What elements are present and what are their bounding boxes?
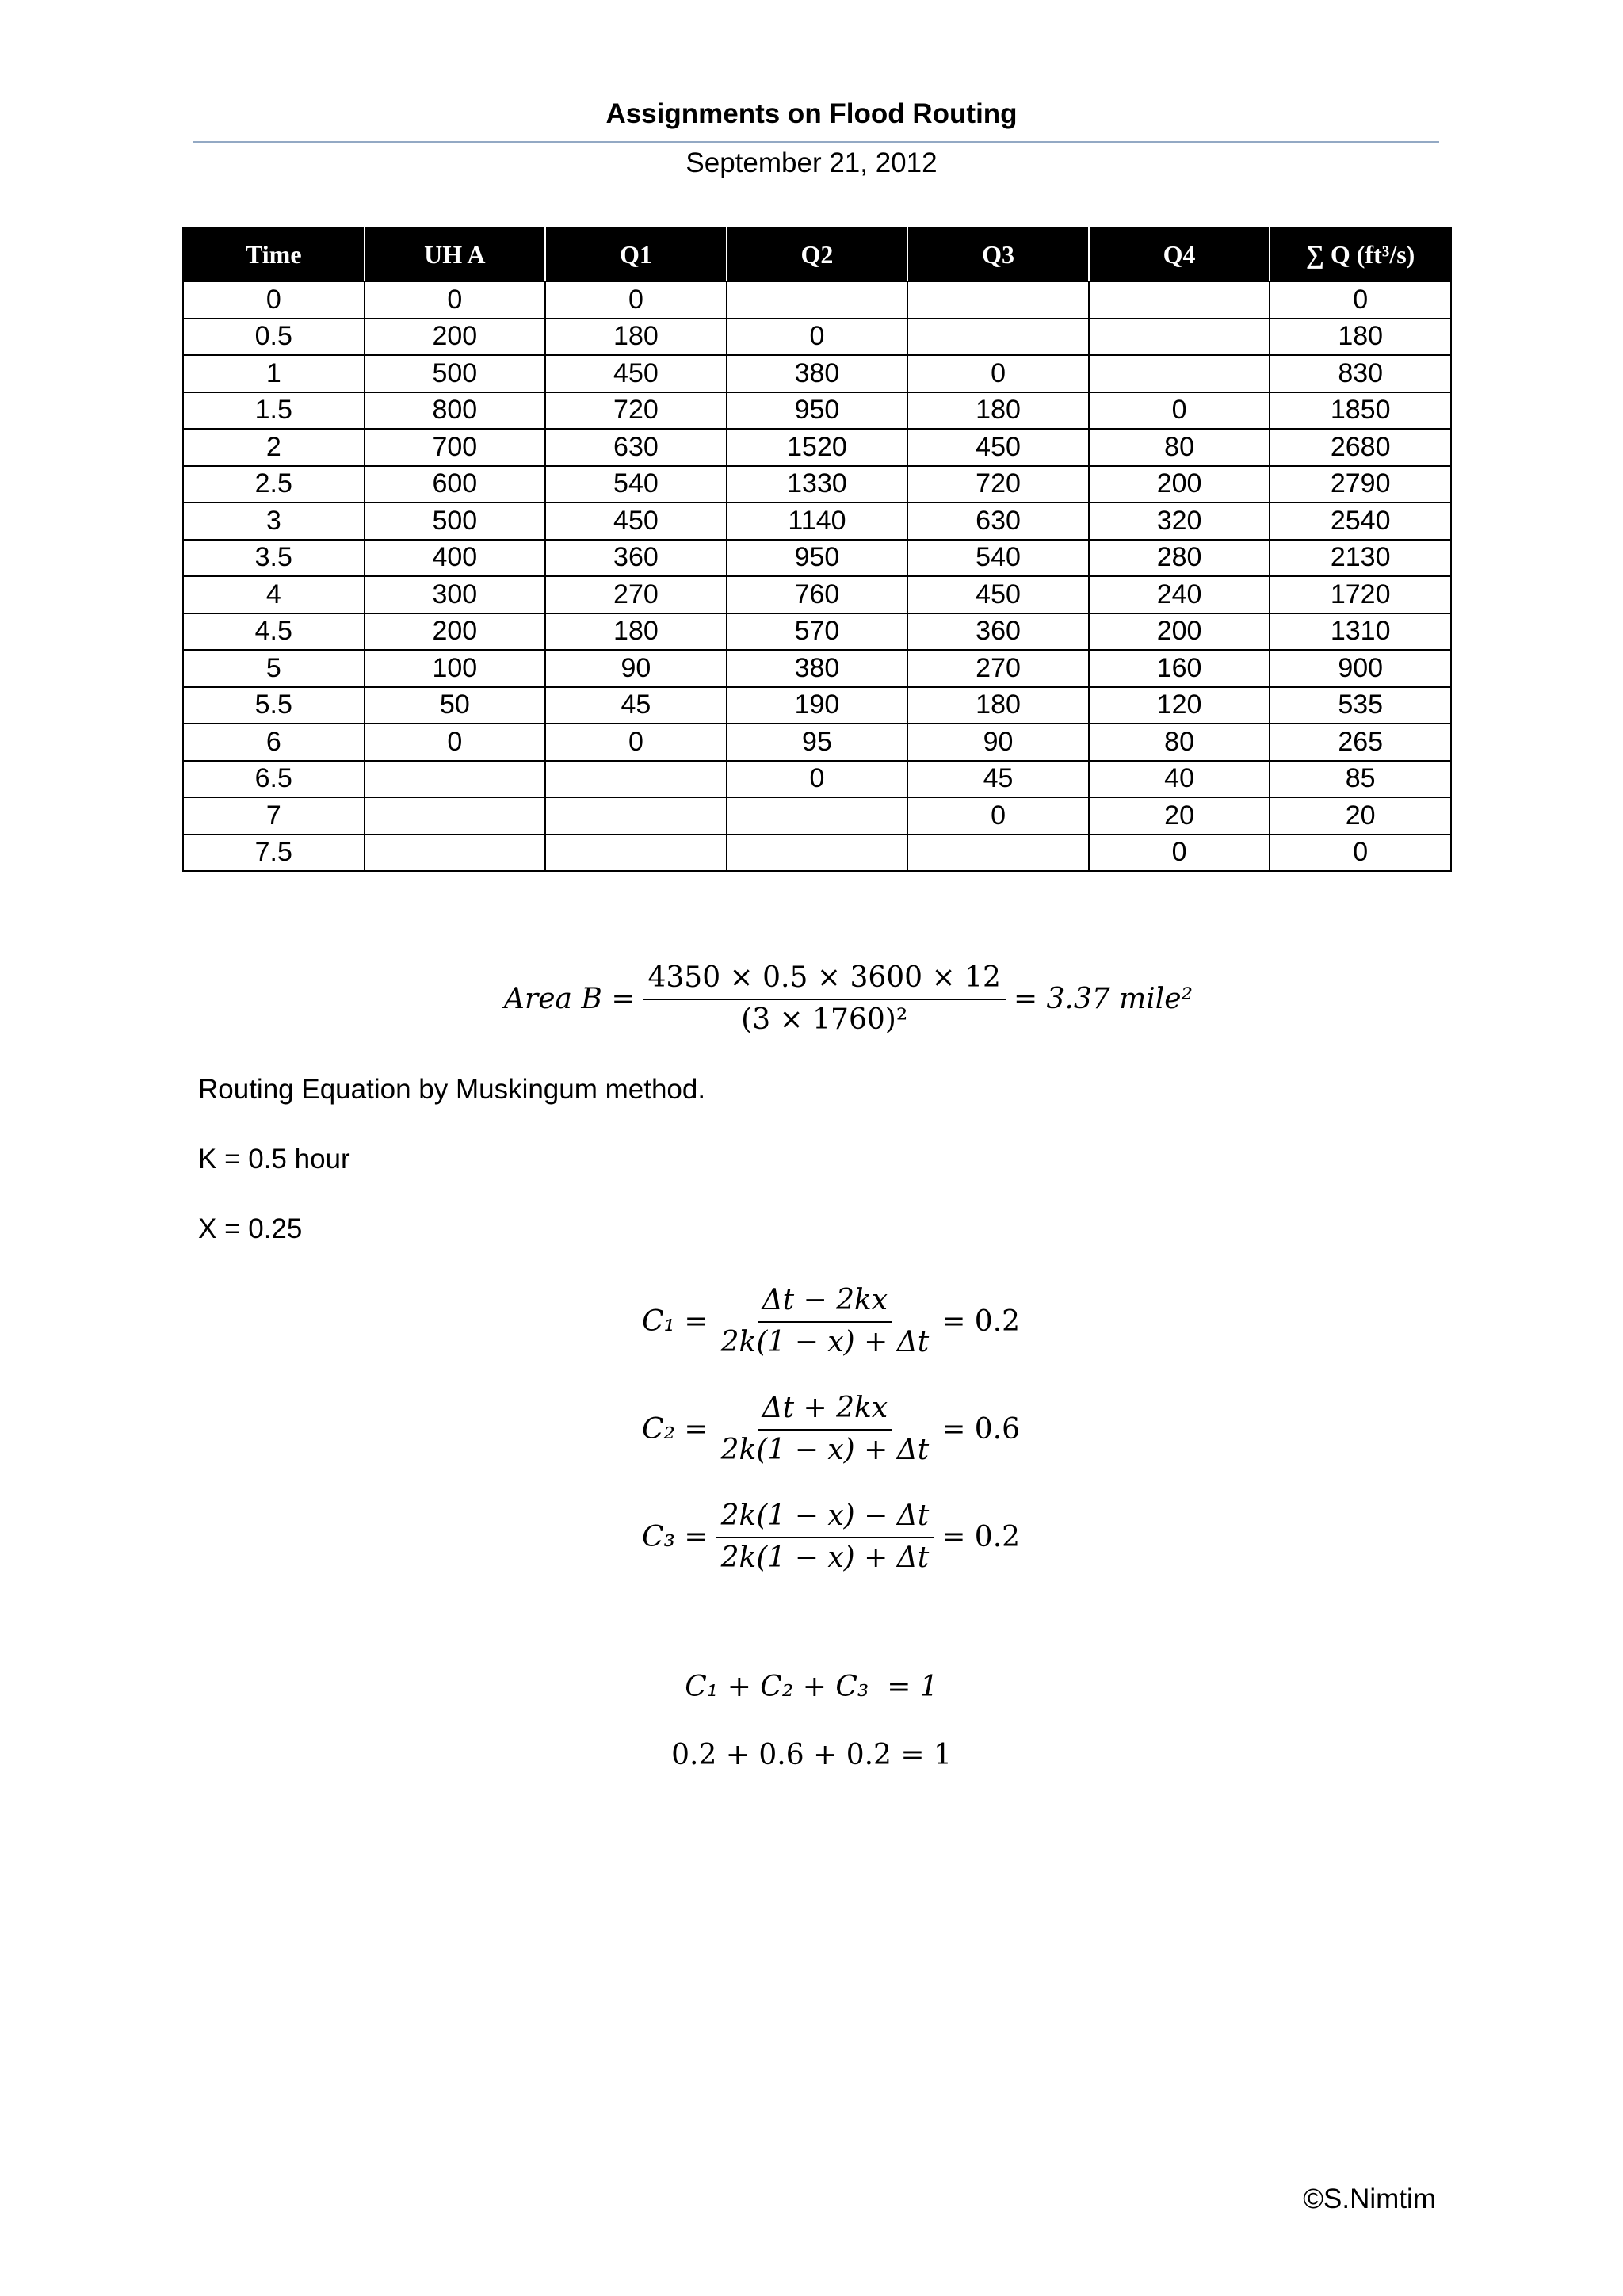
table-row bbox=[183, 319, 1451, 356]
table-cell: 1850 bbox=[1270, 392, 1451, 430]
table-cell: 4 bbox=[183, 576, 365, 613]
table-cell: 2.5 bbox=[183, 466, 365, 503]
table-cell: 760 bbox=[727, 576, 908, 613]
column-header-5: Q4 bbox=[1089, 227, 1270, 281]
table-header-row bbox=[183, 227, 1451, 281]
table-cell: 200 bbox=[365, 319, 546, 356]
table-cell: 300 bbox=[365, 576, 546, 613]
table-cell: 0 bbox=[365, 281, 546, 319]
table-cell: 320 bbox=[1089, 502, 1270, 540]
table-cell: 3 bbox=[183, 502, 365, 540]
c3-lhs: C₃ = bbox=[642, 1520, 708, 1553]
area-fraction bbox=[643, 961, 1005, 1036]
table-cell: 0 bbox=[727, 761, 908, 798]
table-cell: 0 bbox=[545, 281, 727, 319]
table-cell: 0 bbox=[365, 724, 546, 761]
table-cell: 180 bbox=[907, 687, 1089, 724]
sum-symbolic: C₁ + C₂ + C₃ = 1 bbox=[685, 1671, 938, 1703]
table-cell bbox=[365, 797, 546, 835]
c2-fraction bbox=[716, 1392, 934, 1466]
table-cell: 2130 bbox=[1270, 540, 1451, 577]
table-cell: 45 bbox=[545, 687, 727, 724]
table-cell: 0 bbox=[545, 724, 727, 761]
table-cell: 6.5 bbox=[183, 761, 365, 798]
c3-numerator: 2k(1 − x) − Δt bbox=[716, 1499, 934, 1538]
table-cell: 1310 bbox=[1270, 613, 1451, 651]
c2-lhs: C₂ = bbox=[642, 1412, 708, 1446]
column-header-0: Time bbox=[183, 227, 365, 281]
table-cell: 180 bbox=[907, 392, 1089, 430]
table-cell: 2 bbox=[183, 429, 365, 466]
table-cell bbox=[727, 797, 908, 835]
c1-denominator: 2k(1 − x) + Δt bbox=[720, 1326, 930, 1358]
table-row bbox=[183, 613, 1451, 651]
table-cell: 280 bbox=[1089, 540, 1270, 577]
table-cell: 540 bbox=[545, 466, 727, 503]
area-equation bbox=[504, 955, 1193, 1042]
c3-fraction bbox=[716, 1499, 934, 1574]
table-cell: 630 bbox=[545, 429, 727, 466]
table-cell: 190 bbox=[727, 687, 908, 724]
table-cell: 270 bbox=[545, 576, 727, 613]
table-cell: 1720 bbox=[1270, 576, 1451, 613]
table-cell: 120 bbox=[1089, 687, 1270, 724]
table-cell: 180 bbox=[1270, 319, 1451, 356]
table-cell: 450 bbox=[907, 576, 1089, 613]
table-cell: 0 bbox=[1089, 392, 1270, 430]
table-cell: 720 bbox=[907, 466, 1089, 503]
column-header-2: Q1 bbox=[545, 227, 727, 281]
table-cell: 4.5 bbox=[183, 613, 365, 651]
coefficient-c2 bbox=[642, 1385, 1020, 1473]
table-cell: 0 bbox=[907, 797, 1089, 835]
title-divider bbox=[193, 141, 1439, 143]
table-cell: 500 bbox=[365, 355, 546, 392]
table-cell bbox=[1089, 281, 1270, 319]
table-cell: 600 bbox=[365, 466, 546, 503]
table-cell: 45 bbox=[907, 761, 1089, 798]
table-cell: 450 bbox=[545, 502, 727, 540]
table-cell: 0 bbox=[1270, 281, 1451, 319]
c1-rhs: = 0.2 bbox=[941, 1305, 1021, 1338]
copyright-footer: ©S.Nimtim bbox=[1303, 2183, 1436, 2214]
table-cell: 7.5 bbox=[183, 835, 365, 872]
table-cell: 95 bbox=[727, 724, 908, 761]
column-header-1: UH A bbox=[365, 227, 546, 281]
table-row bbox=[183, 466, 1451, 503]
table-cell: 7 bbox=[183, 797, 365, 835]
table-cell: 950 bbox=[727, 540, 908, 577]
table-cell: 200 bbox=[365, 613, 546, 651]
table-row bbox=[183, 835, 1451, 872]
table-cell: 630 bbox=[907, 502, 1089, 540]
table-cell bbox=[365, 835, 546, 872]
table-cell: 450 bbox=[907, 429, 1089, 466]
area-numerator: 4350 × 0.5 × 3600 × 12 bbox=[643, 961, 1005, 1000]
table-cell: 950 bbox=[727, 392, 908, 430]
table-cell: 2680 bbox=[1270, 429, 1451, 466]
table-cell: 90 bbox=[545, 650, 727, 687]
table-row bbox=[183, 687, 1451, 724]
table-cell bbox=[727, 835, 908, 872]
table-cell: 90 bbox=[907, 724, 1089, 761]
table-cell: 360 bbox=[545, 540, 727, 577]
table-cell bbox=[365, 761, 546, 798]
table-cell: 900 bbox=[1270, 650, 1451, 687]
table-cell: 240 bbox=[1089, 576, 1270, 613]
table-cell: 380 bbox=[727, 355, 908, 392]
table-cell: 200 bbox=[1089, 466, 1270, 503]
table-cell: 720 bbox=[545, 392, 727, 430]
table-cell: 700 bbox=[365, 429, 546, 466]
table-cell: 80 bbox=[1089, 429, 1270, 466]
table-row bbox=[183, 576, 1451, 613]
table-cell: 535 bbox=[1270, 687, 1451, 724]
table-cell: 800 bbox=[365, 392, 546, 430]
c1-numerator: Δt − 2kx bbox=[758, 1284, 893, 1323]
table-cell: 40 bbox=[1089, 761, 1270, 798]
table-cell bbox=[727, 281, 908, 319]
table-row bbox=[183, 724, 1451, 761]
table-cell: 2790 bbox=[1270, 466, 1451, 503]
table-cell: 100 bbox=[365, 650, 546, 687]
c2-denominator: 2k(1 − x) + Δt bbox=[720, 1434, 930, 1466]
table-cell bbox=[545, 761, 727, 798]
table-cell bbox=[545, 835, 727, 872]
table-row bbox=[183, 797, 1451, 835]
column-header-6: ∑ Q (ft³/s) bbox=[1270, 227, 1451, 281]
table-cell: 200 bbox=[1089, 613, 1270, 651]
table-row bbox=[183, 502, 1451, 540]
table-cell: 80 bbox=[1089, 724, 1270, 761]
table-cell: 830 bbox=[1270, 355, 1451, 392]
table-row bbox=[183, 650, 1451, 687]
k-value: K = 0.5 hour bbox=[198, 1144, 350, 1175]
table-row bbox=[183, 355, 1451, 392]
x-value: X = 0.25 bbox=[198, 1213, 303, 1244]
table-cell: 0 bbox=[183, 281, 365, 319]
table-cell: 360 bbox=[907, 613, 1089, 651]
table-cell: 6 bbox=[183, 724, 365, 761]
column-header-3: Q2 bbox=[727, 227, 908, 281]
table-cell: 20 bbox=[1089, 797, 1270, 835]
table-cell: 50 bbox=[365, 687, 546, 724]
table-cell: 540 bbox=[907, 540, 1089, 577]
table-cell: 1 bbox=[183, 355, 365, 392]
table-row bbox=[183, 429, 1451, 466]
table-cell: 450 bbox=[545, 355, 727, 392]
table-cell: 265 bbox=[1270, 724, 1451, 761]
table-cell: 1.5 bbox=[183, 392, 365, 430]
table-cell: 380 bbox=[727, 650, 908, 687]
coefficient-c1 bbox=[642, 1278, 1020, 1365]
table-cell: 0 bbox=[727, 319, 908, 356]
area-denominator: (3 × 1760)² bbox=[741, 1003, 908, 1036]
table-cell: 0 bbox=[907, 355, 1089, 392]
table-cell: 270 bbox=[907, 650, 1089, 687]
c2-numerator: Δt + 2kx bbox=[758, 1392, 893, 1431]
table-cell: 5 bbox=[183, 650, 365, 687]
area-rhs: = 3.37 mile² bbox=[1013, 982, 1193, 1015]
routing-heading: Routing Equation by Muskingum method. bbox=[198, 1074, 706, 1105]
table-body bbox=[183, 281, 1451, 871]
table-cell: 0 bbox=[1089, 835, 1270, 872]
table-cell: 0.5 bbox=[183, 319, 365, 356]
table-row bbox=[183, 761, 1451, 798]
table-cell: 570 bbox=[727, 613, 908, 651]
c1-lhs: C₁ = bbox=[642, 1305, 708, 1338]
table-cell: 1520 bbox=[727, 429, 908, 466]
column-header-4: Q3 bbox=[907, 227, 1089, 281]
table-cell: 180 bbox=[545, 319, 727, 356]
table-cell: 2540 bbox=[1270, 502, 1451, 540]
table-cell: 0 bbox=[1270, 835, 1451, 872]
table-cell: 5.5 bbox=[183, 687, 365, 724]
c2-rhs: = 0.6 bbox=[941, 1412, 1021, 1446]
table-cell bbox=[907, 835, 1089, 872]
c3-rhs: = 0.2 bbox=[941, 1520, 1021, 1553]
document-date: September 21, 2012 bbox=[685, 147, 938, 178]
table-row bbox=[183, 540, 1451, 577]
table-cell: 3.5 bbox=[183, 540, 365, 577]
table-row bbox=[183, 392, 1451, 430]
table-cell bbox=[1089, 355, 1270, 392]
table-cell bbox=[907, 319, 1089, 356]
table-cell: 500 bbox=[365, 502, 546, 540]
table-cell: 400 bbox=[365, 540, 546, 577]
table-cell: 160 bbox=[1089, 650, 1270, 687]
table-cell: 1140 bbox=[727, 502, 908, 540]
c3-denominator: 2k(1 − x) + Δt bbox=[720, 1541, 930, 1574]
table-cell: 85 bbox=[1270, 761, 1451, 798]
table-cell bbox=[545, 797, 727, 835]
routing-table bbox=[182, 227, 1452, 872]
document-title: Assignments on Flood Routing bbox=[605, 98, 1018, 129]
table-cell: 180 bbox=[545, 613, 727, 651]
c1-fraction bbox=[716, 1284, 934, 1358]
table-cell bbox=[907, 281, 1089, 319]
coefficient-c3 bbox=[642, 1493, 1020, 1580]
area-lhs: Area B = bbox=[504, 982, 636, 1015]
table-cell: 20 bbox=[1270, 797, 1451, 835]
table-cell: 1330 bbox=[727, 466, 908, 503]
sum-numeric: 0.2 + 0.6 + 0.2 = 1 bbox=[671, 1739, 952, 1771]
table-cell bbox=[1089, 319, 1270, 356]
table-row bbox=[183, 281, 1451, 319]
